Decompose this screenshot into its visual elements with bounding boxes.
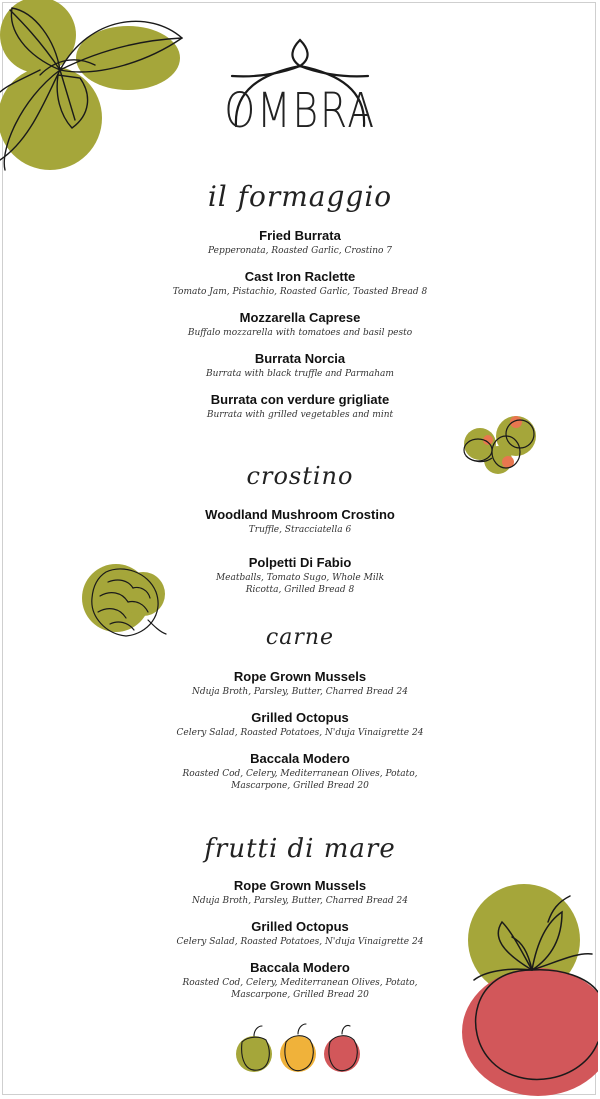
menu-item	[150, 269, 450, 298]
section-title-crostino: crostino	[246, 462, 354, 490]
menu-item-desc: Roasted Cod, Celery, Mediterranean Olives, Potato, Mascarpone, Grilled Bread 20	[182, 769, 418, 791]
menu-item	[150, 669, 450, 698]
menu-item-name: Woodland Mushroom Crostino	[205, 507, 395, 522]
section-title-formaggio: il formaggio	[207, 180, 393, 213]
menu-item-desc: Pepperonata, Roasted Garlic, Crostino 7	[207, 246, 393, 256]
menu-item-name: Rope Grown Mussels	[233, 669, 367, 684]
menu-item-desc: Celery Salad, Roasted Potatoes, N'duja Vinaigrette 24	[176, 728, 424, 738]
menu-item-desc: Burrata with black truffle and Parmaham	[206, 369, 394, 379]
menu-item-desc: Truffle, Stracciatella 6	[248, 525, 352, 535]
menu-item	[150, 228, 450, 257]
menu-item-desc: Nduja Broth, Parsley, Butter, Charred Bread 24	[192, 687, 408, 697]
menu-item	[150, 310, 450, 339]
menu-item-desc: Meatballs, Tomato Sugo, Whole Milk Ricotta, Grilled Bread 8	[215, 573, 385, 595]
menu-item	[150, 555, 450, 596]
menu-item	[150, 919, 450, 948]
menu-item	[150, 878, 450, 907]
menu-item-desc: Buffalo mozzarella with tomatoes and basil pesto	[187, 328, 413, 338]
menu-item-name: Grilled Octopus	[251, 919, 349, 934]
menu-item	[150, 751, 450, 792]
menu-item-name: Baccala Modero	[250, 751, 350, 766]
menu-item-desc: Celery Salad, Roasted Potatoes, N'duja Vinaigrette 24	[176, 937, 424, 947]
menu-item-desc: Roasted Cod, Celery, Mediterranean Olives, Potato, Mascarpone, Grilled Bread 20	[182, 978, 418, 1000]
menu-item	[150, 392, 450, 421]
menu-item-name: Burrata con verdure grigliate	[210, 392, 390, 407]
menu-item	[150, 710, 450, 739]
tomato-icon	[462, 882, 598, 1096]
menu-item-name: Fried Burrata	[259, 228, 341, 243]
section-title-frutti-di-mare: frutti di mare	[204, 834, 396, 864]
menu-item-name: Cast Iron Raclette	[244, 269, 356, 284]
brand-logo	[200, 36, 400, 146]
menu-item	[150, 351, 450, 380]
menu-item-name: Baccala Modero	[250, 960, 350, 975]
menu-item-name: Polpetti Di Fabio	[248, 555, 352, 570]
menu-item-name: Burrata Norcia	[254, 351, 346, 366]
menu-item	[150, 507, 450, 536]
menu-item	[150, 960, 450, 1001]
menu-item-name: Grilled Octopus	[251, 710, 349, 725]
menu-item-name: Rope Grown Mussels	[233, 878, 367, 893]
basil-leaf-icon	[0, 0, 190, 175]
peppers-icon	[232, 1020, 372, 1080]
menu-item-desc: Burrata with grilled vegetables and mint	[206, 410, 394, 420]
menu-item-desc: Tomato Jam, Pistachio, Roasted Garlic, Toasted Bread 8	[172, 287, 428, 297]
menu-item-desc: Nduja Broth, Parsley, Butter, Charred Bread 24	[192, 896, 408, 906]
section-title-carne: carne	[265, 625, 335, 650]
menu-item-name: Mozzarella Caprese	[239, 310, 361, 325]
brand-name: OMBRA	[224, 83, 376, 139]
